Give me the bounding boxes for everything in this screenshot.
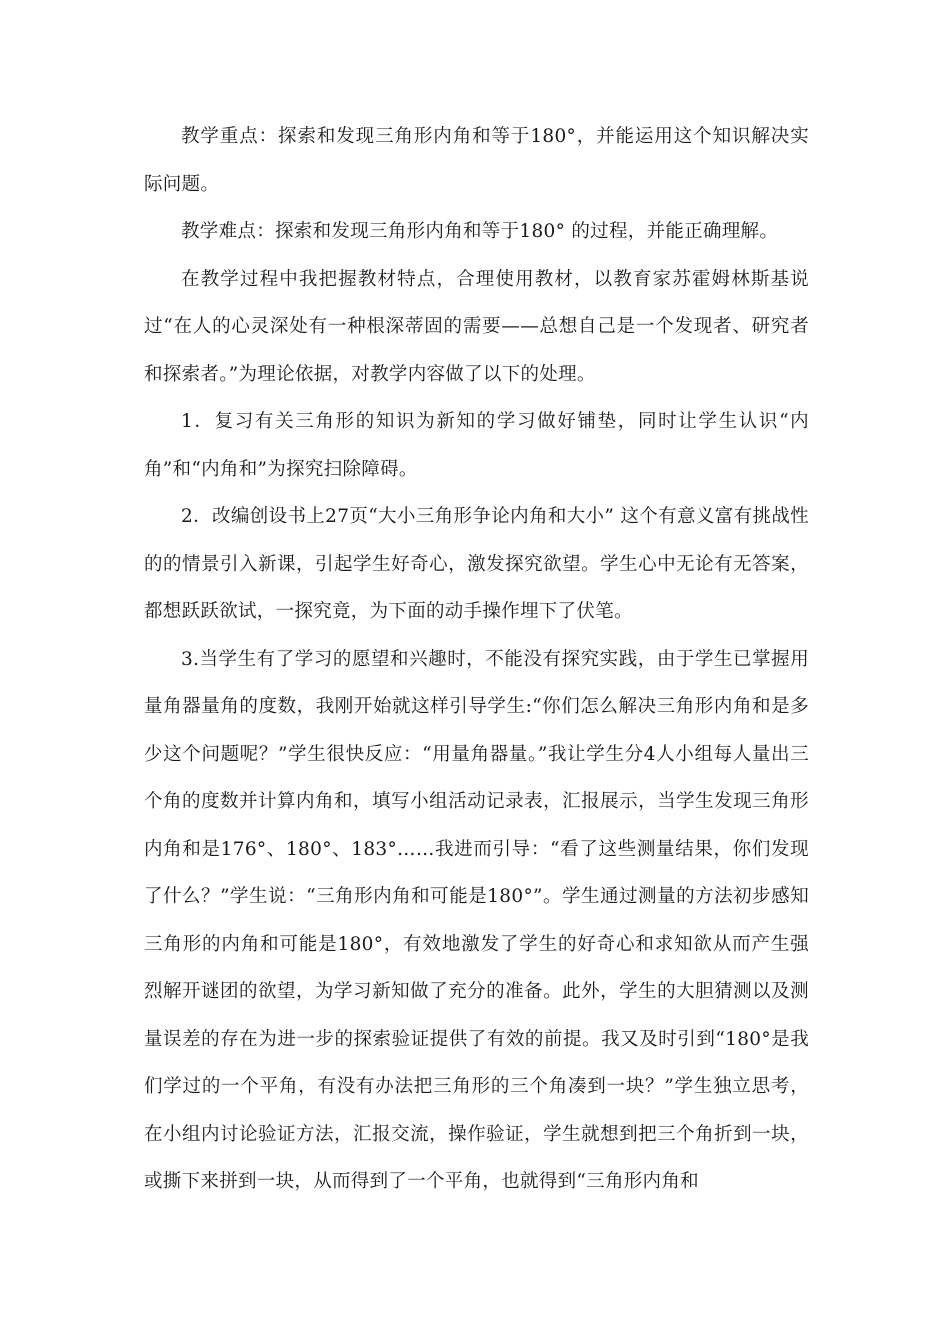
paragraph-step-2: 2．改编创设书上27页“大小三角形争论内角和大小” 这个有意义富有挑战性的的情景引入新课，引起学生好奇心，激发探究欲望。学生心中无论有无答案，都想跃跃欲试，一探究竟，为下面的动手操作埋下了伏笔。 [144, 506, 809, 622]
paragraph-step-1: 1．复习有关三角形的知识为新知的学习做好铺垫，同时让学生认识“内角”和“内角和”为探究扫除障碍。 [144, 411, 809, 480]
paragraph-step-3: 3.当学生有了学习的愿望和兴趣时，不能没有探究实践，由于学生已掌握用量角器量角的度数，我刚开始就这样引导学生:“你们怎么解决三角形内角和是多少这个问题呢？”学生很快反应：“用量角器量。”我让学生分4人小组每人量出三个角的度数并计算内角和，填写小组活动记录表，汇报展示，当学生发现三角形内角和是176°、180°、183°……我进而引导：“看了这些测量结果，你们发现了什么？”学生说：“三角形内角和可能是180°”。学生通过测量的方法初步感知三角形的内角和可能是180°，有效地激发了学生的好奇心和求知欲从而产生强烈解开谜团的欲望，为学习新知做了充分的准备。此外，学生的大胆猜测以及测量误差的存在为进一步的探索验证提供了有效的前提。我又及时引到“180°是我们学过的一个平角，有没有办法把三角形的三个角凑到一块？”学生独立思考，在小组内讨论验证方法，汇报交流，操作验证，学生就想到把三个角折到一块，或撕下来拼到一块，从而得到了一个平角，也就得到“三角形内角和 [144, 648, 809, 1192]
paragraph-teaching-focus: 教学重点：探索和发现三角形内角和等于180°，并能运用这个知识解决实际问题。 [144, 126, 809, 195]
document-body [144, 113, 809, 1206]
paragraph-teaching-difficulty: 教学难点：探索和发现三角形内角和等于180° 的过程，并能正确理解。 [181, 221, 779, 242]
paragraph-teaching-approach: 在教学过程中我把握教材特点，合理使用教材，以教育家苏霍姆林斯基说过“在人的心灵深处有一种根深蒂固的需要——总想自己是一个发现者、研究者和探索者。”为理论依据，对教学内容做了以下的处理。 [144, 268, 809, 385]
